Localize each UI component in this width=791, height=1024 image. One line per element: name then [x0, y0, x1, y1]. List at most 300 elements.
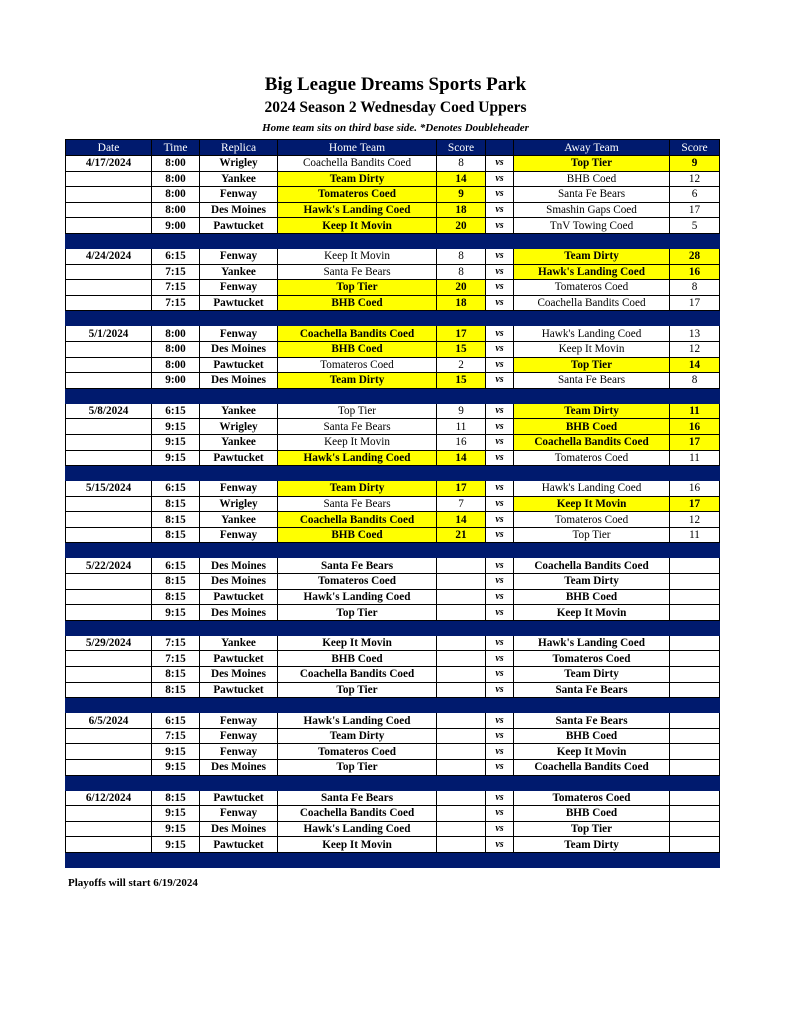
away-team: Santa Fe Bears	[514, 713, 670, 729]
game-time: 8:15	[152, 527, 200, 543]
game-row	[66, 156, 720, 172]
home-team: Tomateros Coed	[278, 357, 437, 373]
game-time: 9:00	[152, 218, 200, 234]
away-team: Santa Fe Bears	[514, 187, 670, 203]
versus-label: vs	[486, 496, 514, 512]
versus-label: vs	[486, 373, 514, 389]
versus-label: vs	[486, 605, 514, 621]
home-team: Team Dirty	[278, 728, 437, 744]
game-date	[66, 728, 152, 744]
separator-cell	[152, 775, 200, 790]
game-time: 9:00	[152, 373, 200, 389]
separator-cell	[670, 466, 720, 481]
away-team: Santa Fe Bears	[514, 373, 670, 389]
home-team: Keep It Movin	[278, 218, 437, 234]
away-score: 17	[670, 202, 720, 218]
away-score: 12	[670, 171, 720, 187]
game-date: 6/5/2024	[66, 713, 152, 729]
page-title: Big League Dreams Sports Park	[264, 74, 527, 95]
home-team: Keep It Movin	[278, 248, 437, 264]
away-score: 28	[670, 248, 720, 264]
separator-cell	[66, 233, 152, 248]
game-row	[66, 574, 720, 590]
home-score	[437, 713, 486, 729]
versus-label: vs	[486, 218, 514, 234]
separator-cell	[486, 775, 514, 790]
away-score	[670, 837, 720, 853]
away-team: Tomateros Coed	[514, 651, 670, 667]
away-score: 12	[670, 512, 720, 528]
versus-label: vs	[486, 295, 514, 311]
home-team: Keep It Movin	[278, 434, 437, 450]
separator-cell	[486, 233, 514, 248]
separator-cell	[66, 852, 152, 867]
schedule-note: Home team sits on third base side. *Denotes Doubleheader	[262, 122, 529, 134]
game-date	[66, 821, 152, 837]
schedule-table	[65, 139, 720, 868]
home-score: 21	[437, 527, 486, 543]
versus-label: vs	[486, 760, 514, 776]
versus-label: vs	[486, 264, 514, 280]
game-row	[66, 218, 720, 234]
away-team: Team Dirty	[514, 574, 670, 590]
separator-cell	[200, 620, 278, 635]
separator-cell	[278, 388, 437, 403]
week-separator	[66, 852, 720, 867]
game-row	[66, 341, 720, 357]
home-team: Top Tier	[278, 403, 437, 419]
separator-cell	[66, 698, 152, 713]
game-time: 9:15	[152, 605, 200, 621]
home-team: Hawk's Landing Coed	[278, 589, 437, 605]
column-header-away-team: Away Team	[514, 140, 670, 156]
column-header-replica: Replica	[200, 140, 278, 156]
game-row	[66, 481, 720, 497]
game-date: 5/1/2024	[66, 326, 152, 342]
game-date	[66, 527, 152, 543]
game-row	[66, 651, 720, 667]
game-row	[66, 512, 720, 528]
separator-cell	[670, 852, 720, 867]
game-date	[66, 760, 152, 776]
game-field: Des Moines	[200, 341, 278, 357]
separator-cell	[278, 311, 437, 326]
away-team: Team Dirty	[514, 837, 670, 853]
game-field: Yankee	[200, 171, 278, 187]
separator-cell	[486, 311, 514, 326]
game-date	[66, 218, 152, 234]
game-field: Fenway	[200, 248, 278, 264]
away-score	[670, 589, 720, 605]
game-field: Des Moines	[200, 574, 278, 590]
column-header-vs	[486, 140, 514, 156]
game-row	[66, 744, 720, 760]
game-date	[66, 667, 152, 683]
away-score	[670, 760, 720, 776]
game-date	[66, 589, 152, 605]
home-score	[437, 837, 486, 853]
game-time: 9:15	[152, 419, 200, 435]
game-field: Yankee	[200, 264, 278, 280]
away-team: Coachella Bandits Coed	[514, 295, 670, 311]
game-field: Des Moines	[200, 558, 278, 574]
home-team: Top Tier	[278, 280, 437, 296]
home-team: BHB Coed	[278, 527, 437, 543]
game-date	[66, 574, 152, 590]
versus-label: vs	[486, 713, 514, 729]
home-score: 9	[437, 187, 486, 203]
away-score	[670, 574, 720, 590]
game-time: 8:15	[152, 589, 200, 605]
column-header-time: Time	[152, 140, 200, 156]
game-field: Yankee	[200, 403, 278, 419]
week-separator	[66, 466, 720, 481]
game-time: 6:15	[152, 558, 200, 574]
game-time: 9:15	[152, 434, 200, 450]
away-team: Keep It Movin	[514, 496, 670, 512]
home-team: Santa Fe Bears	[278, 790, 437, 806]
away-team: TnV Towing Coed	[514, 218, 670, 234]
game-field: Fenway	[200, 326, 278, 342]
away-team: Hawk's Landing Coed	[514, 264, 670, 280]
home-team: Tomateros Coed	[278, 574, 437, 590]
game-field: Yankee	[200, 635, 278, 651]
away-score: 11	[670, 450, 720, 466]
away-score	[670, 728, 720, 744]
separator-cell	[152, 311, 200, 326]
separator-cell	[670, 620, 720, 635]
home-score	[437, 728, 486, 744]
away-score	[670, 667, 720, 683]
game-row	[66, 806, 720, 822]
away-score: 11	[670, 527, 720, 543]
home-team: Coachella Bandits Coed	[278, 806, 437, 822]
game-time: 7:15	[152, 635, 200, 651]
game-date	[66, 295, 152, 311]
separator-cell	[437, 620, 486, 635]
away-score	[670, 744, 720, 760]
home-score: 15	[437, 373, 486, 389]
game-field: Fenway	[200, 806, 278, 822]
game-date: 5/8/2024	[66, 403, 152, 419]
game-field: Pawtucket	[200, 790, 278, 806]
game-row	[66, 605, 720, 621]
separator-cell	[437, 233, 486, 248]
game-date	[66, 171, 152, 187]
game-row	[66, 496, 720, 512]
home-score: 18	[437, 295, 486, 311]
away-score: 17	[670, 434, 720, 450]
away-score	[670, 558, 720, 574]
separator-cell	[437, 852, 486, 867]
away-team: BHB Coed	[514, 419, 670, 435]
game-time: 7:15	[152, 728, 200, 744]
home-team: Top Tier	[278, 760, 437, 776]
away-score: 17	[670, 295, 720, 311]
home-team: Team Dirty	[278, 373, 437, 389]
home-team: Coachella Bandits Coed	[278, 667, 437, 683]
home-team: Top Tier	[278, 682, 437, 698]
versus-label: vs	[486, 434, 514, 450]
separator-cell	[66, 620, 152, 635]
home-score: 20	[437, 218, 486, 234]
home-score: 7	[437, 496, 486, 512]
separator-cell	[200, 775, 278, 790]
separator-cell	[670, 311, 720, 326]
home-score	[437, 558, 486, 574]
separator-cell	[152, 620, 200, 635]
separator-cell	[437, 543, 486, 558]
game-field: Yankee	[200, 434, 278, 450]
separator-cell	[514, 852, 670, 867]
home-score	[437, 589, 486, 605]
away-team: BHB Coed	[514, 171, 670, 187]
home-score: 17	[437, 326, 486, 342]
away-score	[670, 635, 720, 651]
game-field: Wrigley	[200, 419, 278, 435]
game-row	[66, 434, 720, 450]
away-team: Smashin Gaps Coed	[514, 202, 670, 218]
game-row	[66, 682, 720, 698]
separator-cell	[152, 466, 200, 481]
home-score	[437, 635, 486, 651]
game-time: 8:00	[152, 187, 200, 203]
game-time: 8:00	[152, 326, 200, 342]
home-team: Santa Fe Bears	[278, 558, 437, 574]
away-score: 8	[670, 280, 720, 296]
game-date	[66, 605, 152, 621]
separator-cell	[437, 466, 486, 481]
separator-cell	[486, 388, 514, 403]
game-date	[66, 651, 152, 667]
away-team: Tomateros Coed	[514, 450, 670, 466]
home-team: Hawk's Landing Coed	[278, 713, 437, 729]
separator-cell	[278, 233, 437, 248]
versus-label: vs	[486, 156, 514, 172]
game-time: 8:00	[152, 357, 200, 373]
away-team: Santa Fe Bears	[514, 682, 670, 698]
separator-cell	[670, 233, 720, 248]
game-date: 4/17/2024	[66, 156, 152, 172]
away-score	[670, 806, 720, 822]
game-date	[66, 806, 152, 822]
home-team: Coachella Bandits Coed	[278, 512, 437, 528]
game-row	[66, 171, 720, 187]
separator-cell	[200, 852, 278, 867]
game-date: 4/24/2024	[66, 248, 152, 264]
week-separator	[66, 698, 720, 713]
separator-cell	[514, 775, 670, 790]
game-row	[66, 419, 720, 435]
versus-label: vs	[486, 728, 514, 744]
game-time: 9:15	[152, 450, 200, 466]
game-row	[66, 326, 720, 342]
game-time: 9:15	[152, 806, 200, 822]
game-field: Des Moines	[200, 202, 278, 218]
game-time: 9:15	[152, 760, 200, 776]
versus-label: vs	[486, 635, 514, 651]
column-header-home-score: Score	[437, 140, 486, 156]
game-date	[66, 434, 152, 450]
home-score	[437, 806, 486, 822]
separator-cell	[278, 775, 437, 790]
game-field: Fenway	[200, 744, 278, 760]
home-team: Santa Fe Bears	[278, 264, 437, 280]
home-team: Tomateros Coed	[278, 744, 437, 760]
separator-cell	[66, 388, 152, 403]
game-field: Des Moines	[200, 760, 278, 776]
versus-label: vs	[486, 481, 514, 497]
separator-cell	[514, 311, 670, 326]
game-row	[66, 202, 720, 218]
away-score	[670, 605, 720, 621]
away-score: 11	[670, 403, 720, 419]
separator-cell	[486, 466, 514, 481]
separator-cell	[670, 775, 720, 790]
column-header-home-team: Home Team	[278, 140, 437, 156]
separator-cell	[200, 698, 278, 713]
week-separator	[66, 775, 720, 790]
game-field: Pawtucket	[200, 589, 278, 605]
separator-cell	[670, 543, 720, 558]
versus-label: vs	[486, 357, 514, 373]
game-field: Yankee	[200, 512, 278, 528]
home-team: Coachella Bandits Coed	[278, 156, 437, 172]
game-row	[66, 295, 720, 311]
versus-label: vs	[486, 202, 514, 218]
separator-cell	[152, 698, 200, 713]
home-score: 8	[437, 264, 486, 280]
versus-label: vs	[486, 821, 514, 837]
game-row	[66, 728, 720, 744]
home-team: Santa Fe Bears	[278, 496, 437, 512]
home-team: BHB Coed	[278, 651, 437, 667]
versus-label: vs	[486, 651, 514, 667]
home-score: 20	[437, 280, 486, 296]
versus-label: vs	[486, 403, 514, 419]
game-time: 8:00	[152, 171, 200, 187]
away-score	[670, 821, 720, 837]
game-date	[66, 280, 152, 296]
game-field: Pawtucket	[200, 295, 278, 311]
game-row	[66, 187, 720, 203]
versus-label: vs	[486, 744, 514, 760]
away-score: 9	[670, 156, 720, 172]
separator-cell	[437, 698, 486, 713]
game-date: 5/22/2024	[66, 558, 152, 574]
game-field: Pawtucket	[200, 837, 278, 853]
game-time: 8:00	[152, 341, 200, 357]
game-date	[66, 264, 152, 280]
home-score: 8	[437, 248, 486, 264]
playoffs-note: Playoffs will start 6/19/2024	[68, 877, 198, 889]
game-time: 9:15	[152, 837, 200, 853]
away-score: 16	[670, 264, 720, 280]
separator-cell	[200, 233, 278, 248]
separator-cell	[66, 775, 152, 790]
home-score: 14	[437, 450, 486, 466]
home-score: 16	[437, 434, 486, 450]
game-field: Fenway	[200, 527, 278, 543]
separator-cell	[486, 698, 514, 713]
game-date	[66, 837, 152, 853]
game-date	[66, 682, 152, 698]
game-field: Pawtucket	[200, 357, 278, 373]
home-score	[437, 667, 486, 683]
game-row	[66, 450, 720, 466]
game-time: 8:00	[152, 202, 200, 218]
game-date	[66, 450, 152, 466]
away-team: Top Tier	[514, 527, 670, 543]
away-score	[670, 713, 720, 729]
versus-label: vs	[486, 341, 514, 357]
away-team: Team Dirty	[514, 403, 670, 419]
away-team: Top Tier	[514, 156, 670, 172]
away-team: Team Dirty	[514, 667, 670, 683]
game-time: 8:15	[152, 790, 200, 806]
versus-label: vs	[486, 280, 514, 296]
separator-cell	[437, 311, 486, 326]
game-time: 7:15	[152, 280, 200, 296]
column-header-date: Date	[66, 140, 152, 156]
week-separator	[66, 543, 720, 558]
versus-label: vs	[486, 171, 514, 187]
separator-cell	[437, 388, 486, 403]
home-score	[437, 605, 486, 621]
game-field: Pawtucket	[200, 218, 278, 234]
separator-cell	[278, 620, 437, 635]
separator-cell	[152, 388, 200, 403]
away-score: 6	[670, 187, 720, 203]
game-time: 8:00	[152, 156, 200, 172]
game-time: 9:15	[152, 821, 200, 837]
home-score	[437, 760, 486, 776]
separator-cell	[66, 311, 152, 326]
separator-cell	[486, 620, 514, 635]
game-date	[66, 341, 152, 357]
game-time: 7:15	[152, 264, 200, 280]
home-team: Tomateros Coed	[278, 187, 437, 203]
game-time: 6:15	[152, 713, 200, 729]
away-score: 14	[670, 357, 720, 373]
game-field: Wrigley	[200, 496, 278, 512]
separator-cell	[278, 466, 437, 481]
away-score: 17	[670, 496, 720, 512]
game-row	[66, 264, 720, 280]
away-team: Hawk's Landing Coed	[514, 481, 670, 497]
away-score: 13	[670, 326, 720, 342]
game-field: Pawtucket	[200, 682, 278, 698]
separator-cell	[152, 233, 200, 248]
versus-label: vs	[486, 187, 514, 203]
separator-cell	[486, 543, 514, 558]
game-row	[66, 667, 720, 683]
game-time: 8:15	[152, 574, 200, 590]
game-row	[66, 357, 720, 373]
home-team: Keep It Movin	[278, 837, 437, 853]
home-score	[437, 790, 486, 806]
home-score	[437, 574, 486, 590]
game-date	[66, 419, 152, 435]
away-score: 16	[670, 481, 720, 497]
game-time: 6:15	[152, 403, 200, 419]
game-time: 7:15	[152, 295, 200, 311]
away-team: Tomateros Coed	[514, 512, 670, 528]
home-team: Keep It Movin	[278, 635, 437, 651]
home-score: 14	[437, 171, 486, 187]
away-team: Team Dirty	[514, 248, 670, 264]
home-score: 2	[437, 357, 486, 373]
